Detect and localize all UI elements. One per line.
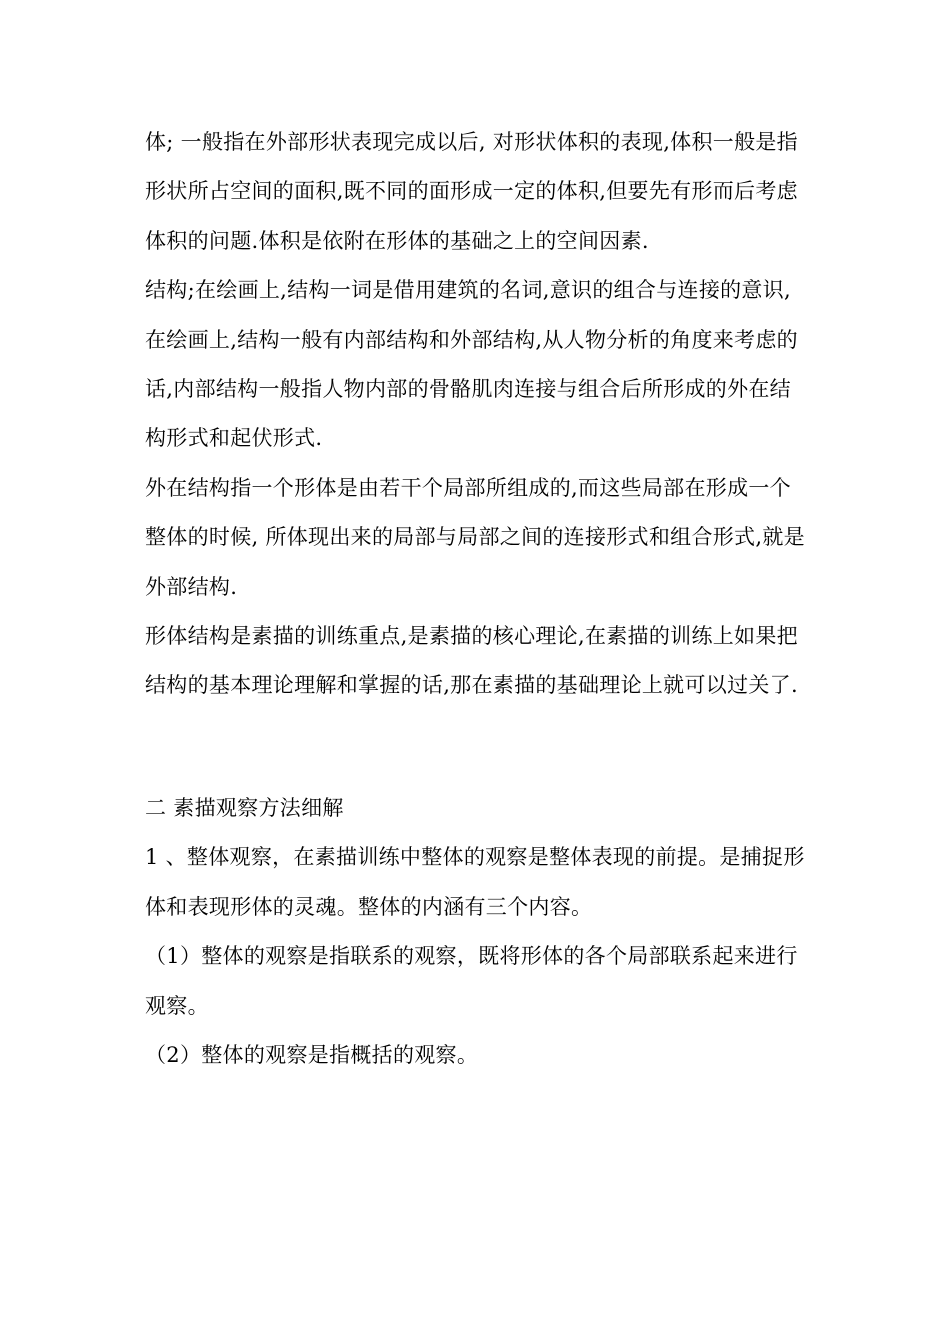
paragraph-form-structure: 形体结构是素描的训练重点,是素描的核心理论,在素描的训练上如果把结构的基本理论理解和掌握的话,那在素描的基础理论上就可以过关了. [145,624,798,698]
paragraph-external-structure: 外在结构指一个形体是由若干个局部所组成的,而这些局部在形成一个整体的时候, 所体现出来的局部与局部之间的连接形式和组合形式,就是外部结构. [145,475,805,599]
paragraph-structure: 结构;在绘画上,结构一词是借用建筑的名词,意识的组合与连接的意识,在绘画上,结构一般有内部结构和外部结构,从人物分析的角度来考虑的话,内部结构一般指人物内部的骨骼肌肉连接与组合后所形成的外在结构形式和起伏形式. [145,278,798,451]
document-page [145,118,810,1080]
paragraph-overall-observation: 1 、整体观察，在素描训练中整体的观察是整体表现的前提。是捕捉形体和表现形体的灵魂。整体的内涵有三个内容。 [145,845,805,919]
paragraph-volume: 体; 一般指在外部形状表现完成以后, 对形状体积的表现,体积一般是指形状所占空间的面积,既不同的面形成一定的体积,但要先有形而后考虑体积的问题.体积是依附在形体的基础之上的空间因素. [145,130,798,253]
list-item-1: （1）整体的观察是指联系的观察，既将形体的各个局部联系起来进行观察。 [145,944,798,1018]
list-item-2: （2）整体的观察是指概括的观察。 [145,1042,479,1067]
section-heading: 二 素描观察方法细解 [145,795,344,820]
